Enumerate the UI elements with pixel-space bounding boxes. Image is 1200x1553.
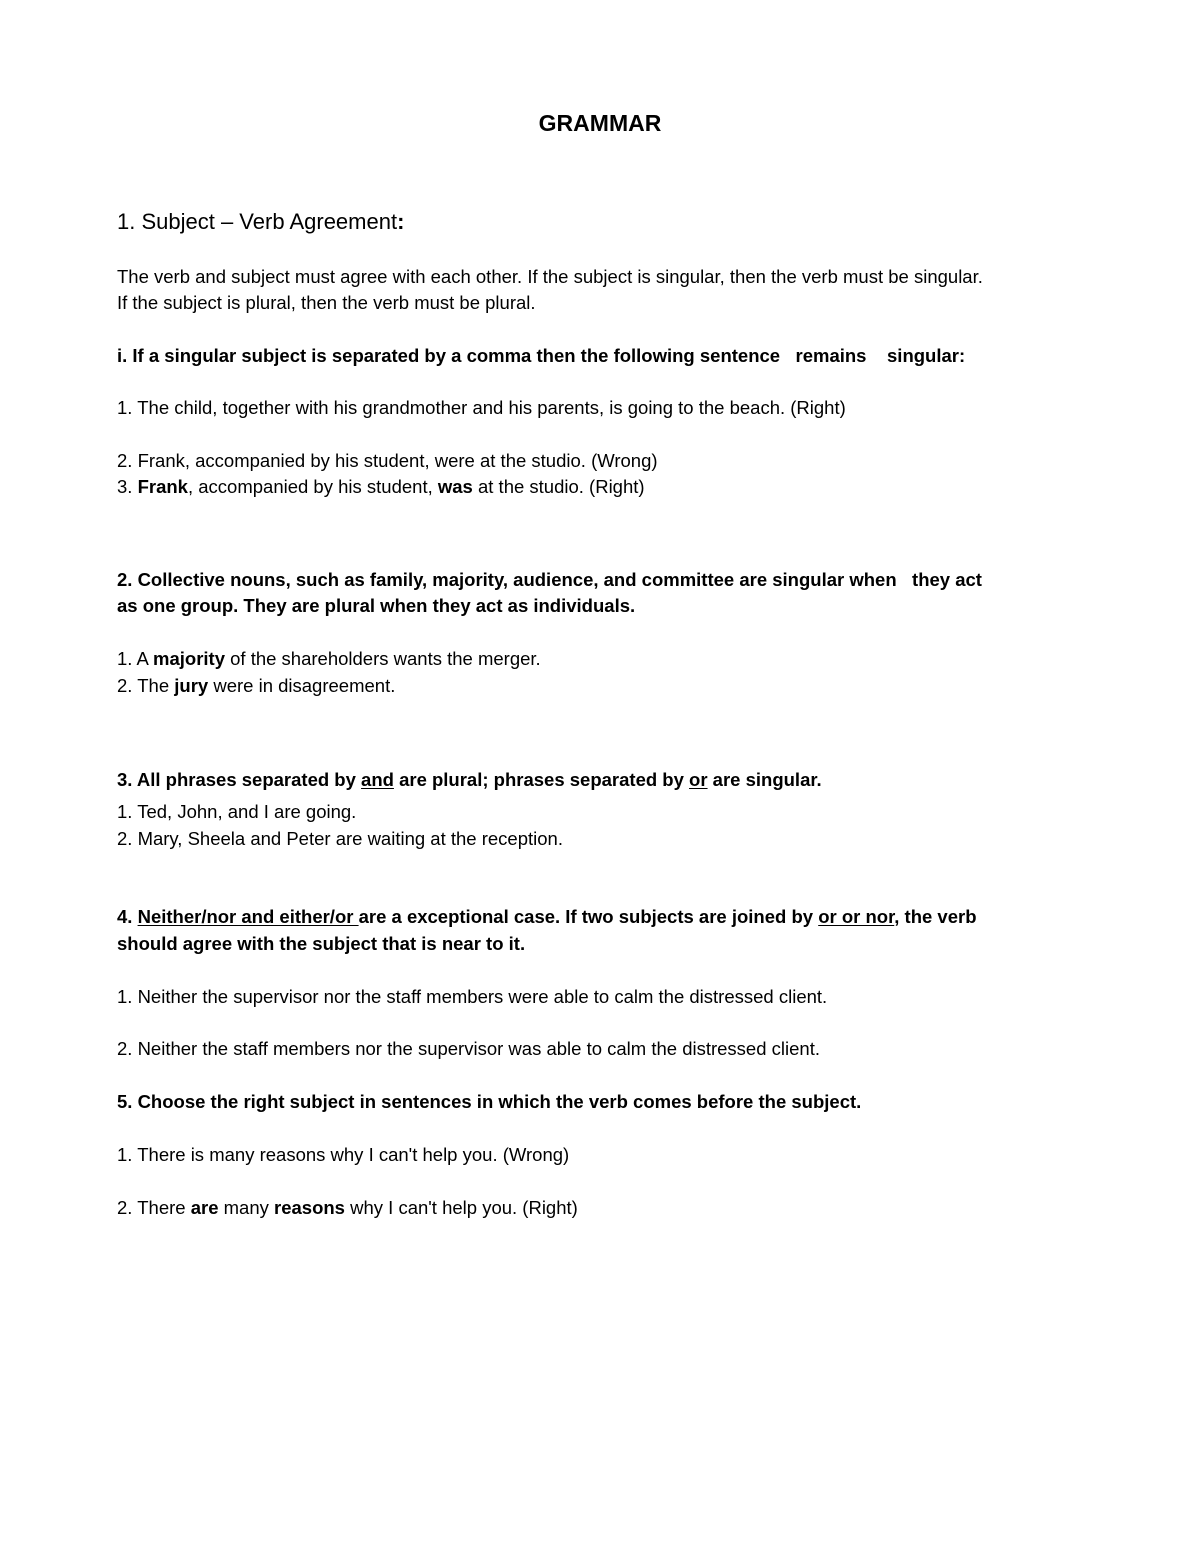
rule-2-example-1-subject: majority — [153, 648, 225, 669]
rule-4-heading-line-1 — [117, 908, 977, 927]
rule-2-example-1-part-2: of the shareholders wants the merger. — [224, 648, 541, 669]
rule-i-heading: i. If a singular subject is separated by a comma then the following sentence remains singular: — [117, 345, 966, 366]
section-heading — [117, 211, 404, 233]
rule-2-example-1 — [117, 650, 541, 669]
rule-4-underlined-or-nor: or or nor — [818, 906, 895, 927]
rule-i-example-3-part-2: , accompanied by his student, — [187, 476, 438, 497]
rule-5-example-2-subject: reasons — [274, 1197, 345, 1218]
rule-5-example-2-part-2: many — [218, 1197, 275, 1218]
rule-3-heading — [117, 771, 822, 790]
rule-4-example-1: 1. Neither the supervisor nor the staff members were able to calm the distressed client. — [117, 986, 828, 1007]
rule-i-example-3-part-1: 3. — [117, 476, 138, 497]
intro-line-1: The verb and subject must agree with each other. If the subject is singular, then the verb must be singular. — [117, 266, 983, 287]
intro-line-2: If the subject is plural, then the verb must be plural. — [117, 292, 536, 313]
rule-3-example-1: 1. Ted, John, and I are going. — [117, 801, 357, 822]
rule-4-example-2: 2. Neither the staff members nor the supervisor was able to calm the distressed client. — [117, 1038, 820, 1059]
rule-5-example-1: 1. There is many reasons why I can't help you. (Wrong) — [117, 1144, 570, 1165]
page-title: GRAMMAR — [538, 110, 662, 136]
rule-5-example-2-part-1: 2. There — [117, 1197, 191, 1218]
rule-3-heading-part-1: 3. All phrases separated by — [117, 769, 362, 790]
rule-2-example-2-part-2: were in disagreement. — [208, 675, 396, 696]
rule-3-example-2: 2. Mary, Sheela and Peter are waiting at the reception. — [117, 828, 563, 849]
rule-5-example-2 — [117, 1199, 578, 1218]
rule-5-example-2-verb: are — [190, 1197, 219, 1218]
rule-2-example-2-subject: jury — [174, 675, 209, 696]
rule-2-heading-line-2: as one group. They are plural when they act as individuals. — [117, 595, 636, 616]
rule-2-example-1-part-1: 1. A — [117, 648, 154, 669]
rule-i-example-3-verb: was — [437, 476, 473, 497]
rule-2-example-2 — [117, 677, 395, 696]
rule-5-example-2-part-3: why I can't help you. (Right) — [344, 1197, 578, 1218]
rule-4-heading-part-2: are a exceptional case. If two subjects are joined by — [358, 906, 819, 927]
rule-3-underlined-and: and — [361, 769, 394, 790]
rule-i-example-1: 1. The child, together with his grandmother and his parents, is going to the beach. (Right) — [117, 397, 846, 418]
rule-i-example-3-subject: Frank — [137, 476, 188, 497]
rule-3-heading-part-3: are singular. — [707, 769, 822, 790]
rule-i-example-3-part-3: at the studio. (Right) — [472, 476, 645, 497]
rule-4-underlined-neither-either: Neither/nor and either/or — [137, 906, 359, 927]
rule-2-example-2-part-1: 2. The — [117, 675, 175, 696]
section-heading-text: 1. Subject – Verb Agreement — [117, 209, 398, 234]
rule-4-heading-part-3: , the verb — [894, 906, 977, 927]
rule-3-heading-part-2: are plural; phrases separated by — [393, 769, 690, 790]
rule-i-example-3 — [117, 478, 645, 497]
rule-4-heading-line-2: should agree with the subject that is near to it. — [117, 933, 526, 954]
rule-2-heading-line-1: 2. Collective nouns, such as family, majority, audience, and committee are singular when they act — [117, 569, 982, 590]
rule-4-heading-part-1: 4. — [117, 906, 138, 927]
rule-5-heading: 5. Choose the right subject in sentences in which the verb comes before the subject. — [117, 1091, 862, 1112]
rule-3-underlined-or: or — [689, 769, 708, 790]
section-heading-colon: : — [397, 209, 405, 234]
rule-i-example-2: 2. Frank, accompanied by his student, were at the studio. (Wrong) — [117, 450, 658, 471]
